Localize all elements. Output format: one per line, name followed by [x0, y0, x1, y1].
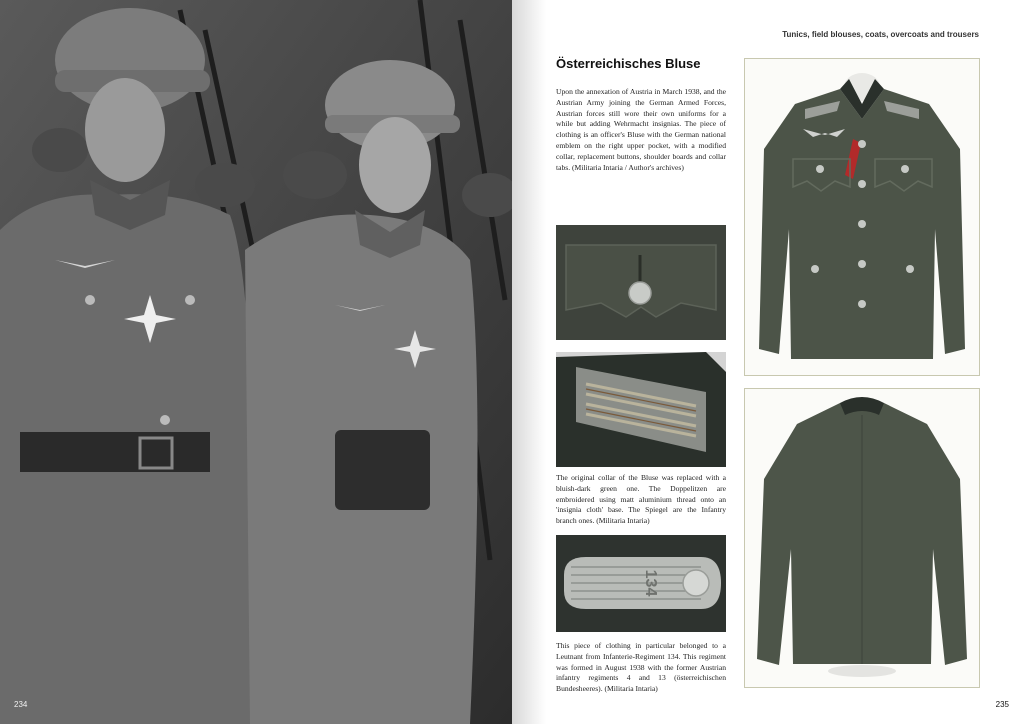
collar-caption: The original collar of the Bluse was replaced with a bluish-dark green one. The Doppelitzen are embroidered using matt aluminium thread onto an 'insignia cloth' base. The Spiegel are the Infantry branch ones. (Militaria Intaria) [556, 473, 726, 526]
shoulder-caption: This piece of clothing in particular belonged to a Leutnant from Infanterie-Regiment 134. This regiment was formed in August 1938 with the former Austrian infantry regiments 4 and 13 (österreichischen Bundesheeres). (Militaria Intaria) [556, 641, 726, 694]
page-number-right: 235 [995, 700, 1009, 709]
pocket-closeup-photo [556, 225, 726, 340]
section-title: Österreichisches Bluse [556, 56, 701, 71]
intro-paragraph: Upon the annexation of Austria in March 1938, and the Austrian Army joining the German Armed Forces, Austrian forces still wore their own uniforms for a while but adding Wehrmacht insignias. The piece of clothing is an officer's Bluse with the German national emblem on the right upper pocket, with a modified collar, replacement buttons, shoulder boards and collar tabs. (Militaria Intaria / Author's archives) [556, 87, 726, 172]
regiment-number-insignia: 134 [642, 569, 659, 597]
page-gutter [512, 0, 546, 724]
page-number-left: 234 [14, 700, 28, 709]
shoulder-board-closeup-photo [556, 535, 726, 632]
tunic-front-photo [744, 58, 980, 376]
tunic-back-photo [744, 388, 980, 688]
collar-tab-closeup-photo [556, 352, 726, 467]
running-head: Tunics, field blouses, coats, overcoats and trousers [782, 30, 979, 39]
